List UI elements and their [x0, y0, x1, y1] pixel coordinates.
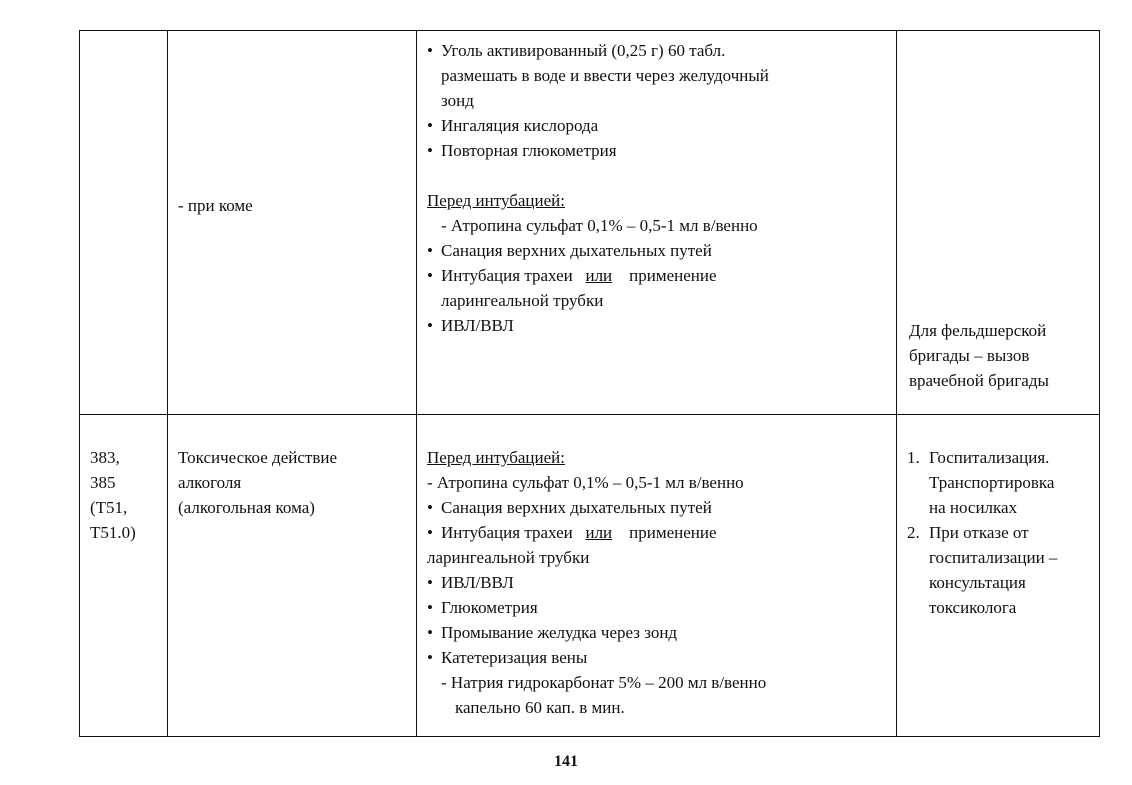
- treatment-item: • Ингаляция кислорода: [427, 113, 769, 138]
- treatment-dash-item: - Атропина сульфат 0,1% – 0,5-1 мл в/венно: [427, 470, 896, 495]
- section-heading: Перед интубацией:: [427, 191, 565, 210]
- treatment-item-continuation: капельно 60 кап. в мин.: [455, 698, 625, 717]
- code-cell: [80, 415, 168, 737]
- table-row: [80, 415, 1100, 737]
- treatment-item: • Уголь активированный (0,25 г) 60 табл.: [427, 38, 769, 63]
- or-text: или: [585, 266, 613, 285]
- note-line: бригады – вызов: [909, 346, 1030, 365]
- condition-text: - при коме: [178, 196, 253, 215]
- list-number: 2.: [907, 523, 920, 542]
- treatment-dash-item: - Атропина сульфат 0,1% – 0,5-1 мл в/венно: [427, 213, 769, 238]
- note-line: врачебной бригады: [909, 371, 1049, 390]
- alternative-text: применение: [629, 523, 717, 542]
- diagnosis-cell: [168, 31, 417, 415]
- treatment-item-continuation: ларингеальной трубки: [441, 291, 604, 310]
- code-line: T51.0): [90, 523, 136, 542]
- intubation-text: Интубация трахеи: [441, 266, 573, 285]
- treatment-cell: [417, 31, 897, 415]
- action-line: токсиколога: [929, 598, 1017, 617]
- list-item: [907, 520, 1099, 620]
- treatment-item: • Санация верхних дыхательных путей: [427, 495, 896, 520]
- treatment-item: • Катетеризация вены: [427, 645, 896, 670]
- treatment-item-continuation: зонд: [441, 91, 474, 110]
- treatment-item: • Промывание желудка через зонд: [427, 620, 896, 645]
- code-cell: [80, 31, 168, 415]
- treatment-item: [427, 520, 896, 545]
- action-line: Транспортировка: [929, 473, 1055, 492]
- action-line: При отказе от: [929, 523, 1029, 542]
- notes-cell: [897, 31, 1100, 415]
- action-line: госпитализации –: [929, 548, 1058, 567]
- treatment-item: • Глюкометрия: [427, 595, 896, 620]
- treatment-item: • ИВЛ/ВВЛ: [427, 313, 769, 338]
- treatment-item: [427, 263, 769, 288]
- diagnosis-line: алкоголя: [178, 473, 242, 492]
- action-line: Госпитализация.: [929, 448, 1050, 467]
- diagnosis-line: (алкогольная кома): [178, 498, 315, 517]
- treatment-item-continuation: размешать в воде и ввести через желудочный: [441, 66, 769, 85]
- treatment-dash-item: - Натрия гидрокарбонат 5% – 200 мл в/венно: [427, 670, 896, 695]
- treatment-item: • Повторная глюкометрия: [427, 138, 769, 163]
- alternative-text: применение: [629, 266, 717, 285]
- page-number: 141: [554, 753, 578, 770]
- notes-cell: [897, 415, 1100, 737]
- action-line: на носилках: [929, 498, 1018, 517]
- code-line: 383,: [90, 448, 120, 467]
- intubation-text: Интубация трахеи: [441, 523, 573, 542]
- section-heading: Перед интубацией:: [427, 448, 565, 467]
- treatment-item: • Санация верхних дыхательных путей: [427, 238, 769, 263]
- list-number: 1.: [907, 448, 920, 467]
- table-row: [80, 31, 1100, 415]
- or-text: или: [585, 523, 613, 542]
- note-line: Для фельдшерской: [909, 321, 1047, 340]
- treatment-cell: [417, 415, 897, 737]
- treatment-item: • ИВЛ/ВВЛ: [427, 570, 896, 595]
- treatment-item-continuation: ларингеальной трубки: [427, 548, 590, 567]
- code-line: 385: [90, 473, 116, 492]
- action-line: консультация: [929, 573, 1026, 592]
- code-line: (T51,: [90, 498, 128, 517]
- diagnosis-line: Токсическое действие: [178, 448, 337, 467]
- diagnosis-cell: [168, 415, 417, 737]
- list-item: [907, 445, 1099, 520]
- protocol-table: [79, 30, 1100, 737]
